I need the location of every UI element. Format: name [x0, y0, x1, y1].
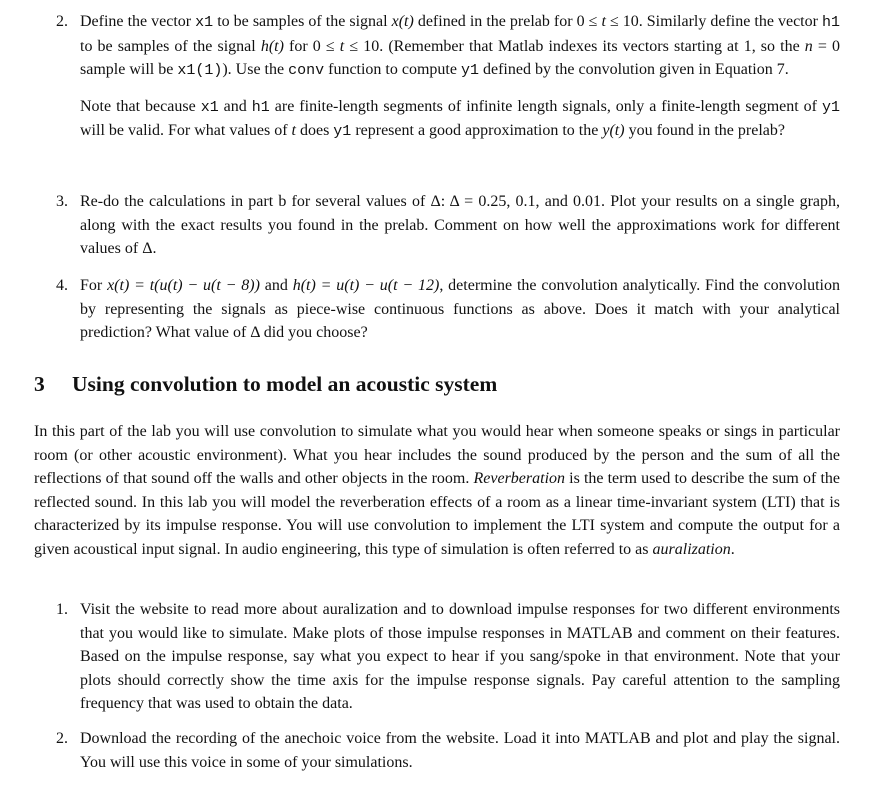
task-2-paragraph: Download the recording of the anechoic voice from the website. Load it into MATLAB and plot and play the signal. You will use this voice in some of your simulations. — [80, 730, 840, 771]
task-1-paragraph: Visit the website to read more about auralization and to download impulse responses for two different environments that you would like to simulate. Make plots of those impulse responses in MATLAB and comment on their features. Based on the impulse response, say what you expect to hear if you sang/spoke in that environment. Note that your plots should correctly show the time axis for the impulse response signals. Pay careful attention to the sampling frequency that was used to obtain the data. — [80, 601, 840, 712]
item-3-paragraph: Re-do the calculations in part b for several values of Δ: Δ = 0.25, 0.1, and 0.01. Plot your results on a single graph, along with the exact results you found in the prelab. Comment on how well the approximations work for different values of Δ. — [80, 193, 840, 257]
item-2-paragraph-2: Note that because x1 and h1 are finite-length segments of infinite length signals, only a finite-length segment of y1 will be valid. For what values of t does y1 represent a good approximation to the y(t) you found in the prelab? — [80, 97, 841, 140]
section-heading — [34, 372, 854, 397]
list-item-3 — [56, 190, 840, 261]
list-item-2 — [56, 10, 840, 144]
list-number: 1. — [56, 601, 68, 618]
section-intro-paragraph: In this part of the lab you will use convolution to simulate what you would hear when someone speaks or sings in particular room (or other acoustic environment). What you hear includes the sound produced by the person and the sum of all the reflections of that sound off the walls and other objects in the room. Reverberation is the term used to describe the sum of the reflected sound. In this lab you will model the reverberation effects of a room as a linear time-invariant system (LTI) that is characterized by its impulse response. You will use convolution to implement the LTI system and compute the output for a given acoustical input signal. In audio engineering, this type of simulation is often referred to as auralization. — [34, 423, 840, 558]
item-2-paragraph-1: Define the vector x1 to be samples of the signal x(t) defined in the prelab for 0 ≤ t ≤ 10. Similarly define the vector h1 to be samples of the signal h(t) for 0 ≤ t ≤ 10. (Remember that Matlab indexes its vectors starting at 1, so the n = 0 sample will be x1(1)). Use the conv function to compute y1 defined by the convolution given in Equation 7. — [80, 13, 841, 79]
list-number: 3. — [56, 193, 68, 210]
section-title: Using convolution to model an acoustic system — [72, 372, 498, 396]
list-number: 2. — [56, 13, 68, 30]
item-4-paragraph: For x(t) = t(u(t) − u(t − 8)) and h(t) = u(t) − u(t − 12), determine the convolution analytically. Find the convolution by representing the signals as piece-wise continuous functions as above. Does it match with your analytical prediction? What value of Δ did you choose? — [80, 277, 841, 341]
list-number: 2. — [56, 730, 68, 747]
section-number: 3 — [34, 372, 45, 396]
task-item-1 — [56, 598, 840, 716]
list-item-4 — [56, 274, 840, 345]
task-item-2 — [56, 727, 840, 774]
list-number: 4. — [56, 277, 68, 294]
